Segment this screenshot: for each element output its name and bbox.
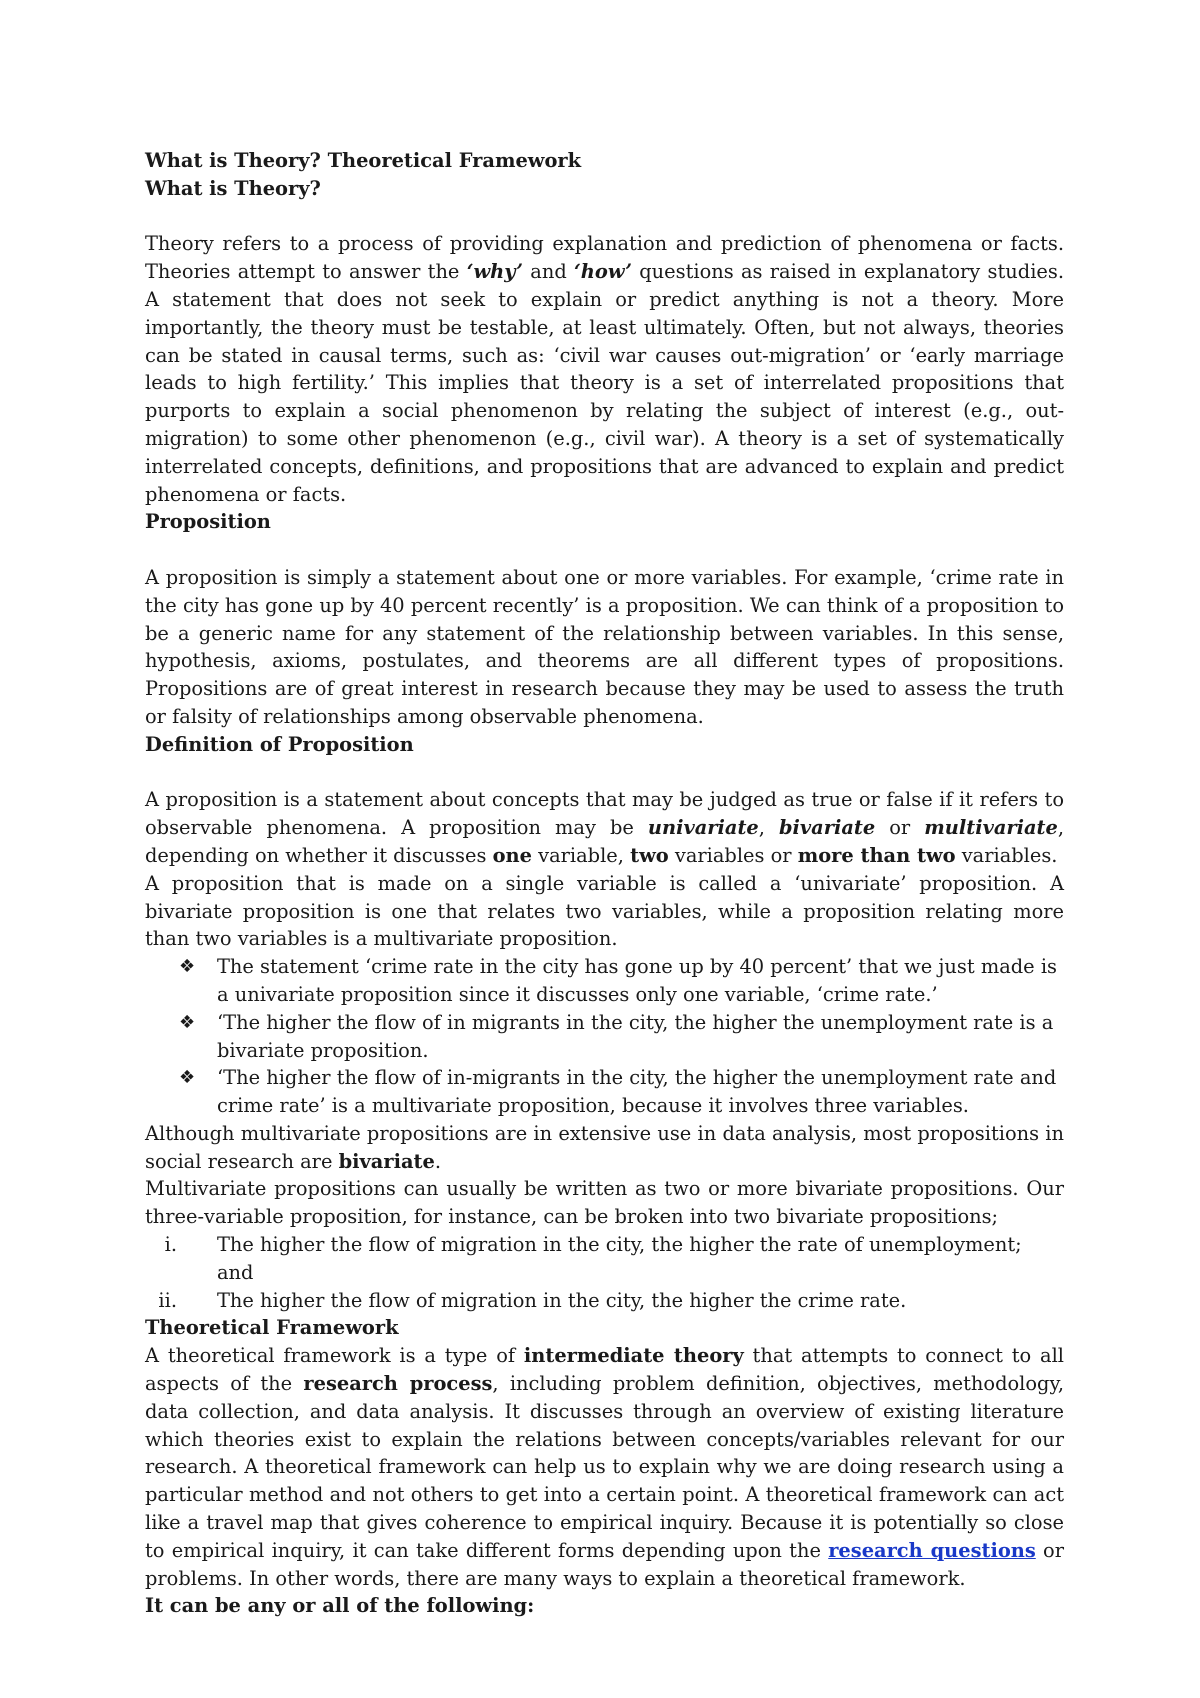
spacer (145, 536, 1064, 564)
definition-paragraph-4: Multivariate propositions can usually be written as two or more bivariate propositions. Our three-variable proposition, for instance, can be broken into two bivariate propositions; (145, 1177, 1064, 1229)
section-heading-what-is-theory: What is Theory? (145, 176, 321, 200)
definition-paragraph (145, 786, 1064, 869)
text-run: , including problem definition, objectives, methodology, data collection, and data analysis. It discusses through an overview of existing literature which theories exist to explain the relations between concepts/variables relevant for our research. A theoretical framework can help us to explain why we are doing research using a particular method and not others to get into a certain point. A theoretical framework can act like a travel map that gives coherence to empirical inquiry. Because it is potentially so close to empirical inquiry, it can take different forms depending upon the (145, 1372, 1064, 1562)
framework-paragraph (145, 1342, 1064, 1592)
bold-more-than-two: more than two (797, 843, 956, 867)
definition-paragraph-3 (145, 1120, 1064, 1176)
diamond-bullet-icon: ❖ (179, 1011, 196, 1033)
text-run: Although multivariate propositions are in extensive use in data analysis, most propositions in social research are (145, 1121, 1064, 1173)
bullet-list (145, 953, 1064, 1120)
bold-bivariate: bivariate (338, 1149, 435, 1173)
proposition-paragraph: A proposition is simply a statement about one or more variables. For example, ‘crime rate in the city has gone up by 40 percent recently’ is a proposition. We can think of a proposition to be a generic name for any statement of the relationship between variables. In this sense, hypothesis, axioms, postulates, and theorems are all different types of propositions. Propositions are of great interest in research because they may be used to assess the truth or falsity of relationships among observable phenomena. (145, 565, 1064, 728)
bold-research-process: research process (303, 1372, 493, 1396)
list-item-text: ‘The higher the flow of in-migrants in the city, the higher the unemployment rate and crime rate’ is a multivariate proposition, because it involves three variables. (217, 1066, 1057, 1118)
section-heading-proposition: Proposition (145, 510, 271, 534)
text-run: variables or (668, 843, 798, 867)
document-title: What is Theory? Theoretical Framework (145, 149, 582, 172)
list-item-text: The higher the flow of migration in the city, the higher the crime rate. (217, 1288, 907, 1312)
text-run: that attempts to connect to all aspects of the (145, 1344, 1064, 1396)
list-item-text: The higher the flow of migration in the city, the higher the rate of unemployment; and (217, 1233, 1022, 1284)
bold-one: one (492, 843, 532, 867)
definition-paragraph-2: A proposition that is made on a single variable is called a ‘univariate’ proposition. A bivariate proposition is one that relates two variables, while a proposition relating more than two variables is a multivariate proposition. (145, 871, 1064, 951)
list-item (145, 953, 1064, 1009)
emphasis-how: ‘how’ (574, 260, 632, 284)
text-run: variables. (955, 843, 1058, 867)
emphasis-why: ‘why’ (466, 260, 523, 284)
text-run: Theory refers to a process of providing explanation and prediction of phenomena or facts. Theories attempt to answer the (145, 232, 1064, 284)
text-run: and (522, 260, 575, 284)
spacer (145, 759, 1064, 787)
list-item (145, 1231, 1064, 1287)
roman-list (145, 1231, 1064, 1314)
text-run: A proposition is a statement about concepts that may be judged as true or false if it refers to observable phenomena. A proposition may be (145, 788, 1064, 840)
theory-paragraph (145, 230, 1064, 508)
text-run: or (875, 816, 925, 840)
closing-heading: It can be any or all of the following: (145, 1594, 535, 1618)
emphasis-multivariate: multivariate (924, 816, 1058, 840)
list-item (145, 1287, 1064, 1315)
text-run: A theoretical framework is a type of (145, 1344, 524, 1368)
list-item (145, 1009, 1064, 1065)
text-run: or problems. In other words, there are many ways to explain a theoretical framework. (145, 1538, 1064, 1590)
list-number: ii. (158, 1288, 177, 1312)
section-heading-definition: Definition of Proposition (145, 732, 414, 756)
diamond-bullet-icon: ❖ (179, 1067, 196, 1089)
text-run: variable, (531, 843, 631, 867)
bold-two: two (630, 843, 669, 867)
text-run: , depending on whether it discusses (145, 816, 1065, 867)
list-item-text: ‘The higher the flow of in migrants in the city, the higher the unemployment rate is a bivariate proposition. (217, 1010, 1054, 1062)
list-item-text: The statement ‘crime rate in the city has gone up by 40 percent’ that we just made is a univariate proposition since it discusses only one variable, ‘crime rate.’ (217, 955, 1057, 1006)
list-item (145, 1064, 1064, 1120)
list-number: i. (164, 1233, 177, 1257)
diamond-bullet-icon: ❖ (179, 956, 196, 978)
emphasis-univariate: univariate (647, 816, 759, 840)
emphasis-bivariate: bivariate (778, 816, 876, 840)
text-run: , (758, 816, 779, 840)
section-heading-theoretical-framework: Theoretical Framework (145, 1316, 399, 1340)
spacer (145, 203, 1064, 231)
bold-intermediate-theory: intermediate theory (523, 1344, 744, 1368)
research-questions-link[interactable]: research questions (828, 1538, 1036, 1562)
text-run: . (434, 1149, 441, 1173)
text-run: questions as raised in explanatory studies. A statement that does not seek to explain or predict anything is not a theory. More importantly, the theory must be testable, at least ultimately. Often, but not always, theories can be stated in causal terms, such as: ‘civil war causes out-migration’ or ‘early marriage leads to high fertility.’ This implies that theory is a set of interrelated propositions that purports to explain a social phenomenon by relating the subject of interest (e.g., out-migration) to some other phenomenon (e.g., civil war). A theory is a set of systematically interrelated concepts, definitions, and propositions that are advanced to explain and predict phenomena or facts. (145, 260, 1064, 506)
